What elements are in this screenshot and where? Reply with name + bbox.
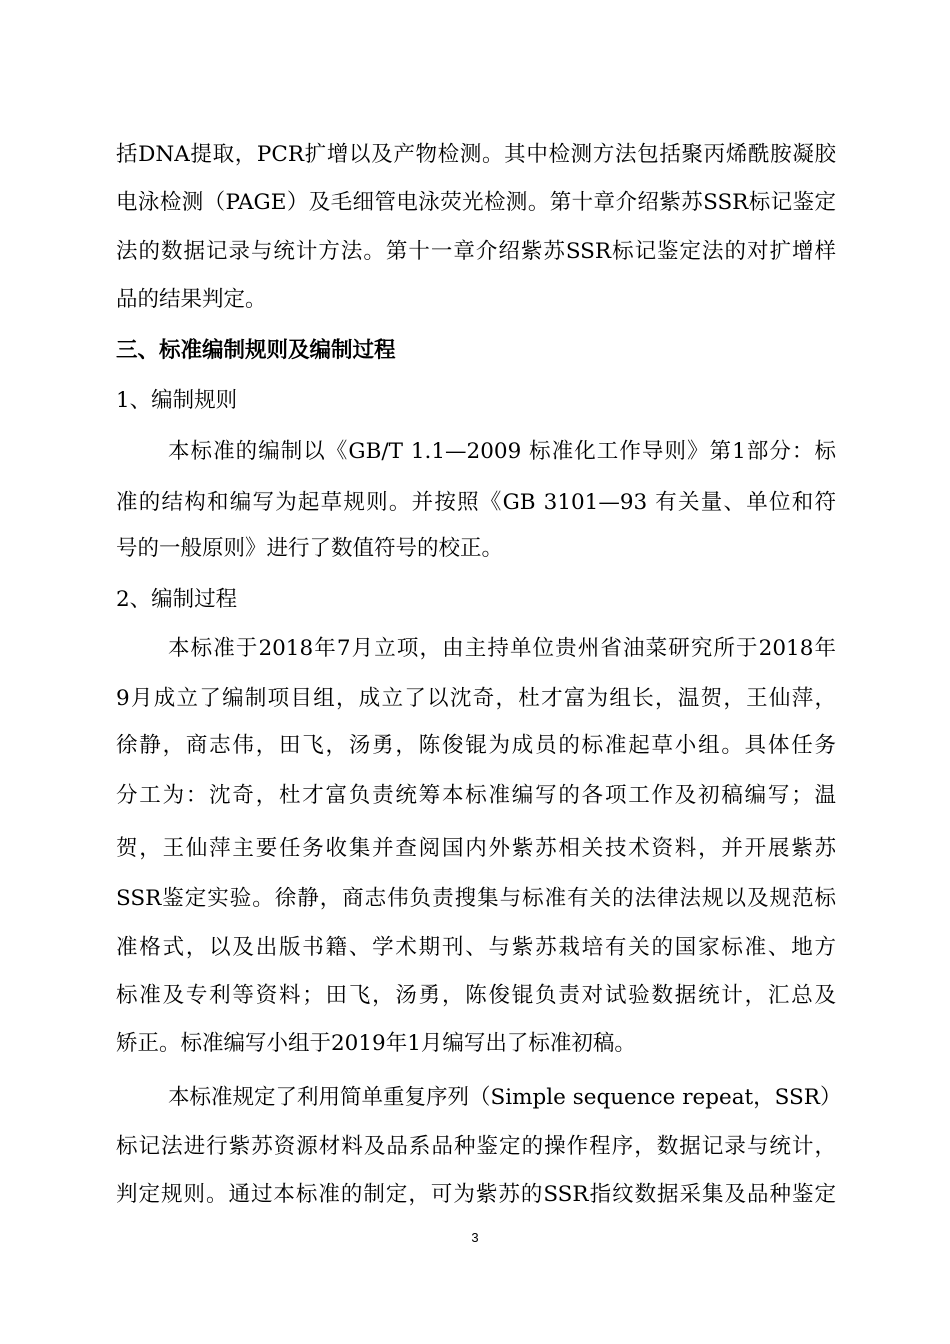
text-line: SSR鉴定实验。徐静，商志伟负责搜集与标准有关的法律法规以及规范标 (116, 886, 836, 911)
text-line: 号的一般原则》进行了数值符号的校正。 (116, 536, 504, 561)
text-line: 品的结果判定。 (116, 287, 267, 312)
text-line: 本标准规定了利用简单重复序列（Simple sequence repeat，SSR） (168, 1085, 842, 1110)
text-line: 准格式，以及出版书籍、学术期刊、与紫苏栽培有关的国家标准、地方 (116, 935, 836, 960)
section-heading: 三、标准编制规则及编制过程 (116, 338, 396, 363)
text-line: 矫正。标准编写小组于2019年1月编写出了标准初稿。 (116, 1031, 636, 1056)
text-line: 法的数据记录与统计方法。第十一章介绍紫苏SSR标记鉴定法的对扩增样 (116, 239, 836, 264)
text-line: 标准及专利等资料；田飞，汤勇，陈俊锟负责对试验数据统计，汇总及 (116, 983, 836, 1008)
text-line: 徐静，商志伟，田飞，汤勇，陈俊锟为成员的标准起草小组。具体任务 (116, 733, 836, 758)
text-line: 9月成立了编制项目组，成立了以沈奇，杜才富为组长，温贺，王仙萍， (116, 686, 836, 711)
text-line: 准的结构和编写为起草规则。并按照《GB 3101—93 有关量、单位和符 (116, 490, 836, 515)
text-line: 标记法进行紫苏资源材料及品系品种鉴定的操作程序，数据记录与统计， (116, 1134, 836, 1159)
subsection-heading: 1、编制规则 (116, 388, 238, 413)
text-line: 本标准于2018年7月立项，由主持单位贵州省油菜研究所于2018年 (168, 636, 836, 661)
text-line: 括DNA提取，PCR扩增以及产物检测。其中检测方法包括聚丙烯酰胺凝胶 (116, 142, 836, 167)
page-number: 3 (471, 1230, 479, 1245)
text-line: 本标准的编制以《GB/T 1.1—2009 标准化工作导则》第1部分：标 (168, 439, 836, 464)
text-line: 贺，王仙萍主要任务收集并查阅国内外紫苏相关技术资料，并开展紫苏 (116, 836, 836, 861)
text-line: 分工为：沈奇，杜才富负责统筹本标准编写的各项工作及初稿编写；温 (116, 783, 836, 808)
subsection-heading: 2、编制过程 (116, 587, 238, 612)
text-line: 判定规则。通过本标准的制定，可为紫苏的SSR指纹数据采集及品种鉴定 (116, 1182, 836, 1207)
text-line: 电泳检测（PAGE）及毛细管电泳荧光检测。第十章介绍紫苏SSR标记鉴定 (116, 190, 836, 215)
